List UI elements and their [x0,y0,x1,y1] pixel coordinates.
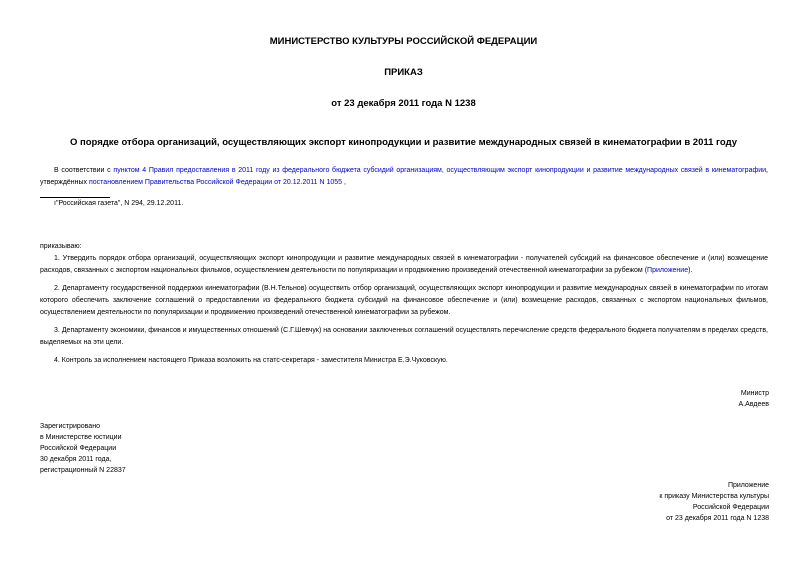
appendix-link[interactable]: Приложение [647,267,689,274]
appendix-line-2: к приказу Министерства культуры [659,493,769,500]
document-title: О порядке отбора организаций, осуществляющих экспорт кинопродукции и развитие международных связей в кинематографии в 2011 году [69,137,737,148]
decree-link[interactable]: постановлением Правительства Российской Федерации от 20.12.2011 N 1055 [89,179,343,186]
registration-line-5: регистрационный N 22837 [40,467,126,474]
item-1-text: 1. Утвердить порядок отбора организаций, осуществляющих экспорт кинопродукции и развитие международных связей в кинематографии - получателей субсидий на финансовое обеспечение и (или) возмещение расходов, связанных с экспортом национальных фильмов, осуществлением деятельности по популяризации и продвижению произведений отечественной кинематографии за рубежом ( [40,255,768,274]
footnote [54,200,183,207]
signature-position: Министр [740,390,769,397]
signature-block [738,388,769,410]
registration-line-1: Зарегистрировано [40,423,100,430]
item-1-end: ). [688,267,693,274]
document-type: ПРИКАЗ [384,67,423,78]
item-3: 3. Департаменту экономики, финансов и имущественных отношений (С.Г.Шевчук) на основании заключенных соглашений осуществлять перечисление средств федерального бюджета получателям в пределах средств, выделяемых на эти цели. [40,327,768,346]
registration-line-2: в Министерстве юстиции [40,434,122,441]
rules-link[interactable]: пунктом 4 Правил предоставления в 2011 году из федерального бюджета субсидий организациям, осуществляющим экспорт кинопродукции и развитие международных связей в кинематографии [113,167,767,174]
registration-line-4: 30 декабря 2011 года, [40,456,112,463]
order-word: приказываю: [40,243,82,250]
appendix-block [659,480,769,524]
preamble-middle: , утверждённых [40,167,768,186]
appendix-line-3: Российской Федерации [692,504,769,511]
preamble-suffix: , [342,179,346,186]
item-1 [40,253,768,277]
appendix-line-1: Приложение [727,482,769,489]
preamble-paragraph [40,165,768,189]
signature-name: А.Авдеев [738,401,769,408]
footnote-text: "Российская газета", N 294, 29.12.2011. [55,200,184,207]
registration-line-3: Российской Федерации [40,445,117,452]
ministry-heading: МИНИСТЕРСТВО КУЛЬТУРЫ РОССИЙСКОЙ ФЕДЕРАЦИИ [269,36,538,47]
footnote-marker: ı [54,200,56,207]
appendix-line-4: от 23 декабря 2011 года N 1238 [666,515,769,522]
item-2: 2. Департаменту государственной поддержки кинематографии (В.Н.Тельнов) осуществить отбор организаций, осуществляющих экспорт кинопродукции и развитие международных связей в кинематографии по итогам которого обеспечить заключение соглашений о предоставлении из федерального бюджета субсидий на финансовое обеспечение и (или) возмещение расходов, связанных с экспортом национальных фильмов, осуществлением деятельности по популяризации и продвижению произведений отечественной кинематографии за рубежом. [40,285,768,316]
item-4: 4. Контроль за исполнением настоящего Приказа возложить на статс-секретаря - заместителя Министра Е.Э.Чуковскую. [54,357,448,364]
preamble-prefix: В соответствии с [54,167,114,174]
footnote-divider [40,197,110,198]
registration-block [40,421,126,476]
document-date-number: от 23 декабря 2011 года N 1238 [331,98,476,109]
